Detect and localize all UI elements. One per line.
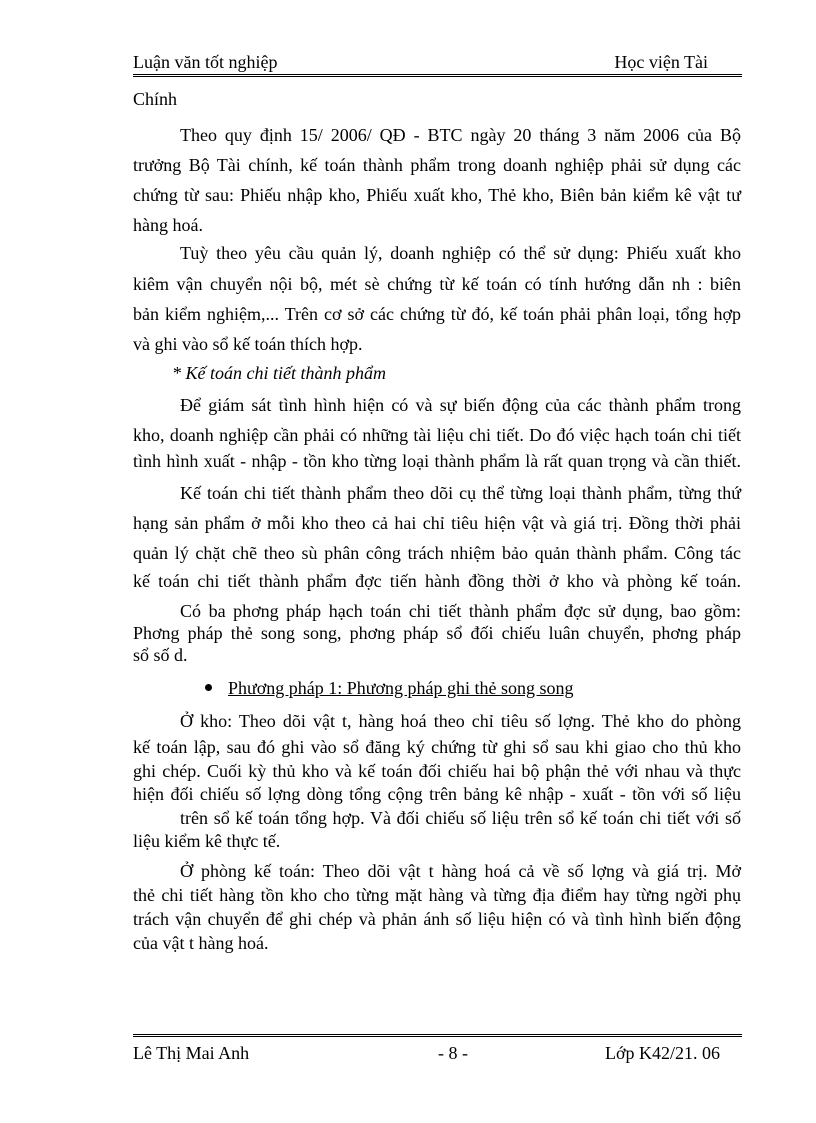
text-line: Phơng pháp thẻ song song, phơng pháp sổ đối chiếu luân chuyển, phơng pháp <box>133 623 741 643</box>
text-line: ghi chép. Cuối kỳ thủ kho và kế toán đối chiếu hai bộ phận thẻ với nhau và thực <box>133 761 741 781</box>
bullet-icon <box>205 684 212 691</box>
text-line: Theo quy định 15/ 2006/ QĐ - BTC ngày 20 tháng 3 năm 2006 của Bộ <box>180 125 741 145</box>
text-line: kiêm vận chuyển nội bộ, mét sè chứng từ kế toán có tính hướng dẫn nh : biên <box>133 274 741 294</box>
page-number: - 8 - <box>438 1043 468 1063</box>
text-line: Chính <box>133 89 178 109</box>
header-left: Luận văn tốt nghiệp <box>133 52 278 72</box>
text-line: và ghi vào sổ kế toán thích hợp. <box>133 334 363 354</box>
footer-rule <box>133 1034 742 1039</box>
text-line: Tuỳ theo yêu cầu quản lý, doanh nghiệp có thể sử dụng: Phiếu xuất kho <box>180 243 741 263</box>
text-line: sổ số d. <box>133 645 188 665</box>
header-right: Học viện Tài <box>614 52 708 72</box>
text-line: tình hình xuất - nhập - tồn kho từng loại thành phẩm là rất quan trọng và cần thiết. <box>133 451 741 471</box>
text-line: thẻ chi tiết hàng tồn kho cho từng mặt hàng và từng địa điểm hay từng ngời phụ <box>133 885 741 905</box>
text-line: hiện đối chiếu số lợng dòng tổng cộng trên bảng kê nhập - xuất - tồn với số liệu <box>133 784 741 804</box>
text-line: hạng sản phẩm ở mỗi kho theo cả hai chỉ tiêu hiện vật và giá trị. Đồng thời phải <box>133 513 741 533</box>
text-line: của vật t hàng hoá. <box>133 933 269 953</box>
header-rule <box>133 74 742 79</box>
method-heading-text: Phương pháp 1: Phương pháp ghi thẻ song song <box>228 678 574 698</box>
page-footer <box>133 1043 742 1067</box>
text-line: Ở kho: Theo dõi vật t, hàng hoá theo chỉ tiêu số lợng. Thẻ kho do phòng <box>180 711 741 731</box>
footer-author: Lê Thị Mai Anh <box>133 1043 250 1063</box>
text-line: kế toán chi tiết thành phẩm đợc tiến hành đồng thời ở kho và phòng kế toán. <box>133 571 741 591</box>
text-line: chứng từ sau: Phiếu nhập kho, Phiếu xuất kho, Thẻ kho, Biên bản kiểm kê vật tư <box>133 185 741 205</box>
text-line: Ở phòng kế toán: Theo dõi vật t hàng hoá cả về số lợng và giá trị. Mở <box>180 861 741 881</box>
text-line: trên sổ kế toán tổng hợp. Và đối chiếu số liệu trên sổ kế toán chi tiết với số <box>180 808 741 828</box>
text-line: kho, doanh nghiệp cần phải có những tài liệu chi tiết. Do đó việc hạch toán chi tiết <box>133 425 741 445</box>
text-line: trách vận chuyển để ghi chép và phản ánh số liệu hiện có và tình hình biến động <box>133 909 741 929</box>
text-line: Kế toán chi tiết thành phẩm theo dõi cụ thể từng loại thành phẩm, từng thứ <box>180 483 741 503</box>
footer-class: Lớp K42/21. 06 <box>604 1043 720 1063</box>
page-header <box>133 50 742 76</box>
section-heading: * Kế toán chi tiết thành phẩm <box>172 363 386 383</box>
text-line: quản lý chặt chẽ theo sù phân công trách nhiệm bảo quản thành phẩm. Công tác <box>133 543 741 563</box>
text-line: bản kiểm nghiệm,... Trên cơ sở các chứng từ đó, kế toán phải phân loại, tổng hợp <box>133 304 741 324</box>
text-line: Để giám sát tình hình hiện có và sự biến động của các thành phẩm trong <box>180 395 741 415</box>
text-line: hàng hoá. <box>133 215 203 235</box>
text-line: trưởng Bộ Tài chính, kế toán thành phẩm trong doanh nghiệp phải sử dụng các <box>133 155 741 175</box>
method-heading <box>228 679 574 697</box>
text-line: liệu kiểm kê thực tế. <box>133 831 281 851</box>
text-line: kế toán lập, sau đó ghi vào sổ đăng ký chứng từ ghi sổ sau khi giao cho thủ kho <box>133 737 741 757</box>
text-line: Có ba phơng pháp hạch toán chi tiết thành phẩm đợc sử dụng, bao gồm: <box>180 601 741 621</box>
